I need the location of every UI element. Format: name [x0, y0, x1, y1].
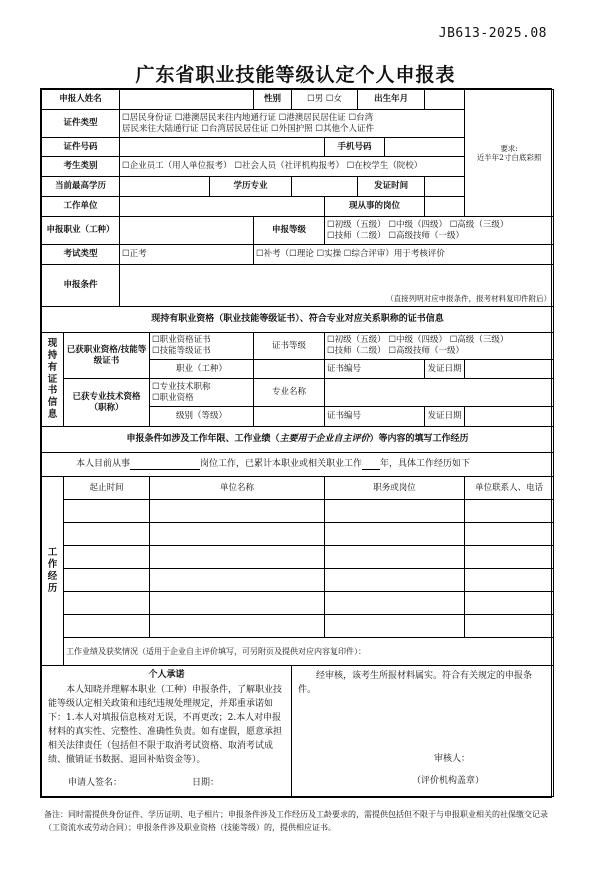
col-position: 职务或岗位 [325, 477, 465, 500]
gender-label: 性别 [254, 90, 292, 110]
review-text: 经审核，该考生所报材料属实。符合有关规定的申报条件。 [298, 671, 533, 695]
col-contact: 单位联系人、电话 [465, 477, 554, 500]
qual-type-options[interactable]: ☐职业资格证书 ☐技能等级证书 [150, 333, 254, 360]
stamp-label: （评价机构盖章） [412, 776, 485, 786]
form-title: 广东省职业技能等级认定个人申报表 [135, 64, 456, 86]
major-field[interactable] [292, 177, 358, 197]
exam-retake-option[interactable]: ☐补考（☐理论 ☐实操 ☐综合评审）用于考核评价 [254, 245, 554, 265]
employer-label: 工作单位 [42, 197, 120, 217]
gender-options[interactable] [292, 90, 358, 110]
commitment-text: 本人知晓并理解本职业（工种）申报条件，了解职业技能等级认定相关政策和违纪违规处理规定，并郑重承诺如下：1.本人对填报信息核对无误，不再更改；2.本人对申报材料的真实性、完整性、准确性负责。如有虚假，愿意承担相关法律责任（包括但不限于取消考试资格、取消考试成绩、撤销证书数据、退回补贴资金等）。 [48, 685, 283, 765]
photo-box[interactable] [465, 90, 554, 217]
exam-type-label: 考试类型 [42, 245, 120, 265]
held-cert-no-label: 证书编号 [325, 360, 425, 379]
cert-level-label: 证书等级 [254, 333, 325, 360]
held-level-options[interactable]: ☐初级（五级） ☐中级（四级） ☐高级（三级） ☐技师（二级） ☐高级技师（一级） [325, 333, 554, 360]
table-row [42, 546, 554, 569]
apply-occupation-field[interactable] [120, 217, 254, 245]
education-label: 当前最高学历 [42, 177, 120, 197]
col-employer: 单位名称 [150, 477, 325, 500]
table-row [42, 615, 554, 638]
prof-grade-field[interactable] [254, 407, 325, 427]
name-label: 申报人姓名 [42, 90, 120, 110]
current-post-field[interactable] [425, 197, 465, 217]
name-field[interactable] [120, 90, 254, 110]
major-label: 学历专业 [210, 177, 292, 197]
mobile-label: 手机号码 [325, 138, 385, 157]
reviewer-label[interactable]: 审核人： [434, 754, 471, 764]
female-checkbox[interactable]: ☐女 [325, 94, 343, 105]
prof-grade-label: 级别（等级） [150, 407, 254, 427]
birth-field[interactable] [425, 90, 465, 110]
application-form [40, 88, 552, 798]
cert-section-heading: 现持有职业资格（职业技能等级证书）、符合专业对应关系职称的证书信息 [42, 307, 554, 333]
employer-field[interactable] [120, 197, 325, 217]
held-issue-date-label: 发证日期 [425, 360, 465, 379]
date-label: 日期： [192, 777, 220, 788]
prof-issue-date-field[interactable] [465, 407, 554, 427]
prof-name-field[interactable] [325, 379, 554, 407]
prof-cert-label: 已获专业技术资格（职称） [64, 379, 150, 427]
conditions-note: （直接列明对应申报条件，报考材料复印件附后） [386, 293, 552, 303]
id-number-label: 证件号码 [42, 138, 120, 157]
held-issue-date-field[interactable] [465, 360, 554, 379]
candidate-type-options[interactable]: ☐企业员工（用人单位报考） ☐社会人员（社评机构报考） ☐在校学生（院校） [120, 157, 465, 177]
candidate-type-label: 考生类别 [42, 157, 120, 177]
issue-time-label: 发证时间 [358, 177, 425, 197]
prof-type-options[interactable]: ☐专业技术职称 ☐职业资格 [150, 379, 254, 407]
issue-time-field[interactable] [425, 177, 465, 197]
review-box [292, 666, 554, 797]
prof-cert-no-label: 证书编号 [325, 407, 425, 427]
apply-level-options[interactable]: ☐初级（五级） ☐中级（四级） ☐高级（三级） ☐技师（二级） ☐高级技师（一级） [325, 217, 554, 245]
apply-level-label: 申报等级 [254, 217, 325, 245]
id-number-field[interactable] [120, 138, 325, 157]
table-row [42, 592, 554, 615]
form-table [41, 89, 554, 797]
id-type-options[interactable]: ☐居民身份证 ☐港澳居民来往内地通行证 ☐港澳居民居住证 ☐台湾 居民来往大陆通行证 ☐台湾居民居住证 ☐外国护照 ☐其他个人证件 [120, 110, 465, 138]
current-job-blank[interactable] [130, 459, 200, 470]
achievements-field[interactable]: 工作业绩及获奖情况（适用于企业自主评价填写，可另附页及提供对应内容复印件）： [64, 638, 554, 666]
signature-line[interactable] [48, 778, 285, 789]
held-occupation-label: 职业（工种） [150, 360, 254, 379]
id-type-label: 证件类型 [42, 110, 120, 138]
held-occupation-field[interactable] [254, 360, 325, 379]
commitment-box [42, 666, 292, 797]
birth-label: 出生年月 [358, 90, 425, 110]
prof-issue-date-label: 发证日期 [425, 407, 465, 427]
work-section-heading: 申报条件如涉及工作年限、工作业绩（主要用于企业自主评价）等内容的填写工作经历 [42, 427, 554, 453]
apply-occupation-label: 申报职业（工种） [42, 217, 120, 245]
apply-conditions-label: 申报条件 [42, 265, 120, 307]
document-code: JB613-2025.08 [438, 26, 547, 41]
held-cert-label: 已获职业资格/技能等级证书 [64, 333, 150, 379]
mobile-field[interactable] [385, 138, 465, 157]
years-blank[interactable] [362, 459, 380, 470]
work-summary-sentence[interactable]: 本人目前从事 岗位工作，已累计本职业或相关职业工作 年，具体工作经历如下 [42, 453, 554, 477]
education-field[interactable] [120, 177, 210, 197]
table-row [42, 500, 554, 523]
apply-conditions-field[interactable] [120, 265, 554, 307]
commitment-title: 个人承诺 [148, 670, 185, 680]
prof-name-label: 专业名称 [254, 379, 325, 407]
male-checkbox[interactable]: ☐男 [307, 94, 324, 105]
current-post-label: 现从事的岗位 [325, 197, 425, 217]
footnote: 备注：同时需提供身份证件、学历证明、电子相片；申报条件涉及工作经历及工龄要求的，需提供包括但不限于与申报职业相关的社保缴交记录（工资流水或劳动合同）；申报条件涉及职业资格（技能等级）的，提供相应证书。 [44, 810, 548, 832]
col-period: 起止时间 [64, 477, 150, 500]
cert-section-side-label: 现持有证书信息 [42, 333, 64, 427]
photo-requirement-title: 要求: [500, 143, 518, 153]
table-row [42, 569, 554, 592]
table-row [42, 523, 554, 546]
signature-label: 申请人签名： [68, 777, 123, 788]
exam-regular-option[interactable]: ☐正考 [120, 245, 254, 265]
photo-requirement-text: 近半年2寸白底彩照 [476, 153, 542, 162]
work-history-side-label: 工作经历 [42, 477, 64, 666]
